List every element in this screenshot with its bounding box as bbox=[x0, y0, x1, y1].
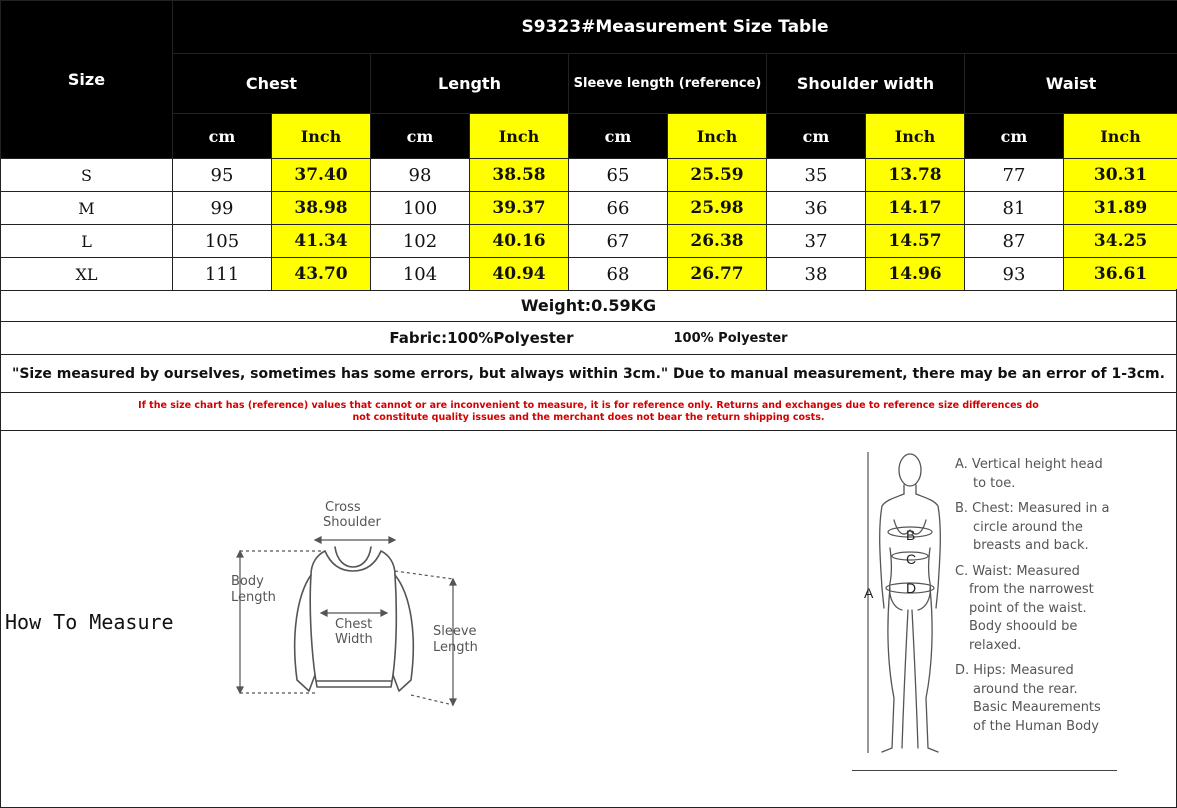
cell: 36.61 bbox=[1064, 258, 1177, 291]
group-length: Length bbox=[371, 54, 569, 114]
unit-cm: cm bbox=[767, 114, 866, 159]
weight-row bbox=[0, 289, 1177, 322]
disclaimer-row bbox=[0, 355, 1177, 393]
label-cross-2: Shoulder bbox=[323, 515, 381, 530]
unit-cm: cm bbox=[371, 114, 470, 159]
cell: 38.58 bbox=[470, 159, 569, 192]
cell: 104 bbox=[371, 258, 470, 291]
note-c-3: point of the waist. bbox=[969, 600, 1087, 616]
cell: 102 bbox=[371, 225, 470, 258]
cell: 105 bbox=[173, 225, 272, 258]
note-b-3: breasts and back. bbox=[973, 538, 1089, 553]
cell: 66 bbox=[569, 192, 668, 225]
cell: 26.38 bbox=[668, 225, 767, 258]
unit-inch: Inch bbox=[1064, 114, 1177, 159]
cell: 87 bbox=[965, 225, 1064, 258]
label-a: A bbox=[864, 585, 874, 601]
cell: 40.16 bbox=[470, 225, 569, 258]
table-row bbox=[1, 159, 1177, 192]
cell: 36 bbox=[767, 192, 866, 225]
label-chest-1: Chest bbox=[335, 617, 373, 632]
cell: 13.78 bbox=[866, 159, 965, 192]
label-body-1: Body bbox=[231, 574, 264, 589]
table-row bbox=[1, 258, 1177, 291]
size-header: Size bbox=[1, 1, 173, 159]
unit-cm: cm bbox=[173, 114, 272, 159]
body-figure-diagram bbox=[860, 448, 960, 763]
figure-head bbox=[899, 454, 921, 486]
table-title: S9323#Measurement Size Table bbox=[173, 1, 1177, 54]
sweater-collar bbox=[335, 547, 371, 567]
note-c-1: C. Waist: Measured bbox=[955, 563, 1080, 579]
unit-inch: Inch bbox=[866, 114, 965, 159]
size-table bbox=[0, 0, 1177, 291]
cell: 14.96 bbox=[866, 258, 965, 291]
cell: 99 bbox=[173, 192, 272, 225]
cell: 95 bbox=[173, 159, 272, 192]
cell: 65 bbox=[569, 159, 668, 192]
notes-underline bbox=[852, 770, 1117, 771]
note-b-2: circle around the bbox=[973, 519, 1083, 535]
label-body-2: Length bbox=[231, 590, 276, 605]
note-a-2: to toe. bbox=[973, 475, 1016, 491]
cell: 77 bbox=[965, 159, 1064, 192]
group-chest: Chest bbox=[173, 54, 371, 114]
fabric-text: Fabric:100%Polyester bbox=[389, 329, 574, 347]
unit-cm: cm bbox=[569, 114, 668, 159]
group-sleeve: Sleeve length (reference) bbox=[569, 54, 767, 114]
cell: 38.98 bbox=[272, 192, 371, 225]
cell: 100 bbox=[371, 192, 470, 225]
label-c: C bbox=[906, 551, 917, 567]
cell: 93 bbox=[965, 258, 1064, 291]
cell: 30.31 bbox=[1064, 159, 1177, 192]
note-c-4: Body shoould be bbox=[969, 619, 1078, 634]
row-size-label: L bbox=[1, 225, 173, 258]
cell: 38 bbox=[767, 258, 866, 291]
note-d-3: Basic Meaurements bbox=[973, 700, 1101, 715]
warning-text: If the size chart has (reference) values that cannot or are inconvenient to measure, it is for reference only. Returns and exchanges due to reference size differences do not constitute quality issues and the merchant does not bear the return shipping costs. bbox=[138, 399, 1039, 423]
note-b-1: B. Chest: Measured in a bbox=[955, 501, 1110, 516]
cell: 35 bbox=[767, 159, 866, 192]
row-size-label: XL bbox=[1, 258, 173, 291]
cell: 37.40 bbox=[272, 159, 371, 192]
cell: 41.34 bbox=[272, 225, 371, 258]
cell: 34.25 bbox=[1064, 225, 1177, 258]
row-size-label: S bbox=[1, 159, 173, 192]
measurement-notes bbox=[955, 456, 1170, 743]
note-c-5: relaxed. bbox=[969, 637, 1022, 653]
cell: 25.98 bbox=[668, 192, 767, 225]
cell: 43.70 bbox=[272, 258, 371, 291]
cell: 39.37 bbox=[470, 192, 569, 225]
unit-inch: Inch bbox=[272, 114, 371, 159]
fabric-alt-text: 100% Polyester bbox=[673, 330, 788, 346]
unit-cm: cm bbox=[965, 114, 1064, 159]
sweater-left-sleeve bbox=[295, 575, 315, 691]
label-d: D bbox=[906, 580, 917, 596]
note-c-2: from the narrowest bbox=[969, 582, 1094, 597]
cell: 68 bbox=[569, 258, 668, 291]
cell: 81 bbox=[965, 192, 1064, 225]
group-shoulder: Shoulder width bbox=[767, 54, 965, 114]
note-a-1: A. Vertical height head bbox=[955, 457, 1103, 472]
note-d-4: of the Human Body bbox=[973, 718, 1099, 734]
warning-row bbox=[0, 393, 1177, 431]
cell: 25.59 bbox=[668, 159, 767, 192]
note-d-2: around the rear. bbox=[973, 681, 1078, 697]
cell: 37 bbox=[767, 225, 866, 258]
label-sleeve-1: Sleeve bbox=[433, 624, 477, 639]
cell: 40.94 bbox=[470, 258, 569, 291]
how-to-measure-title: How To Measure bbox=[5, 610, 174, 634]
fabric-row bbox=[0, 322, 1177, 355]
figure-legs bbox=[882, 588, 938, 752]
cell: 31.89 bbox=[1064, 192, 1177, 225]
note-d-1: D. Hips: Measured bbox=[955, 663, 1074, 678]
sweater-diagram bbox=[225, 495, 495, 725]
cell: 14.57 bbox=[866, 225, 965, 258]
label-chest-2: Width bbox=[335, 632, 373, 647]
unit-inch: Inch bbox=[668, 114, 767, 159]
label-sleeve-2: Length bbox=[433, 640, 478, 655]
cell: 111 bbox=[173, 258, 272, 291]
disclaimer-text: "Size measured by ourselves, sometimes has some errors, but always within 3cm." Due to manual measurement, there may be an error of 1-3cm. bbox=[12, 365, 1165, 382]
group-waist: Waist bbox=[965, 54, 1177, 114]
label-b: B bbox=[906, 527, 916, 543]
label-cross-1: Cross bbox=[325, 500, 361, 515]
table-row bbox=[1, 225, 1177, 258]
unit-inch: Inch bbox=[470, 114, 569, 159]
cell: 14.17 bbox=[866, 192, 965, 225]
row-size-label: M bbox=[1, 192, 173, 225]
table-row bbox=[1, 192, 1177, 225]
cell: 98 bbox=[371, 159, 470, 192]
cell: 26.77 bbox=[668, 258, 767, 291]
cell: 67 bbox=[569, 225, 668, 258]
weight-text: Weight:0.59KG bbox=[520, 295, 657, 315]
